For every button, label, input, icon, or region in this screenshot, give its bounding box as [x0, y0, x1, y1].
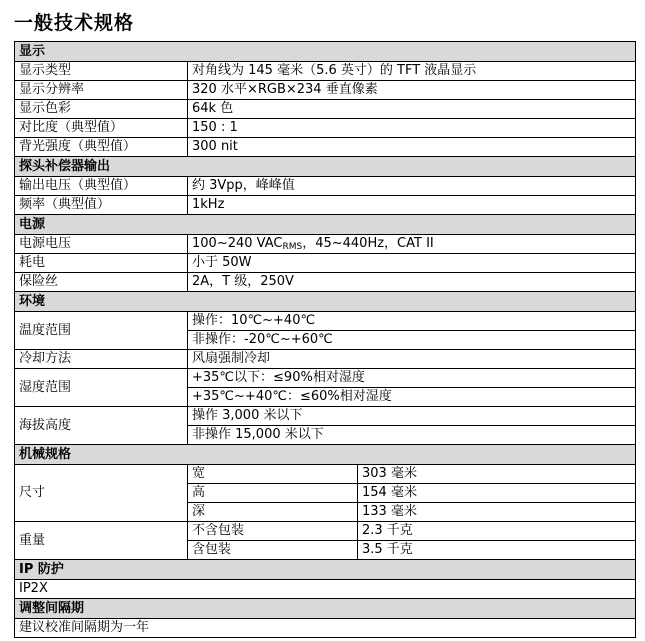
- row-subname: 含包装: [188, 541, 358, 560]
- table-row: [15, 369, 636, 388]
- row-label: 电源电压: [15, 235, 188, 254]
- row-value: 2.3 千克: [358, 522, 636, 541]
- row-value: 303 毫米: [358, 465, 636, 484]
- table-row: [15, 522, 636, 541]
- row-value: 约 3Vpp，峰峰值: [188, 177, 636, 196]
- row-value: 300 nit: [188, 138, 636, 157]
- row-value: 操作 3,000 米以下: [188, 407, 636, 426]
- row-value: 操作：10℃~+40℃: [188, 312, 636, 331]
- section-probe: [15, 157, 636, 177]
- row-label: 显示分辨率: [15, 81, 188, 100]
- section-heading: 机械规格: [15, 445, 636, 465]
- row-subname: 高: [188, 484, 358, 503]
- row-subname: 不含包装: [188, 522, 358, 541]
- row-value: 154 毫米: [358, 484, 636, 503]
- table-row: [15, 235, 636, 254]
- row-label: 尺寸: [15, 465, 188, 522]
- table-row: [15, 196, 636, 215]
- row-label: 海拔高度: [15, 407, 188, 445]
- table-row: [15, 254, 636, 273]
- row-label: 显示色彩: [15, 100, 188, 119]
- row-value: 建议校准间隔期为一年: [15, 619, 636, 638]
- table-row: [15, 100, 636, 119]
- row-label: 输出电压（典型值）: [15, 177, 188, 196]
- row-value: 风扇强制冷却: [188, 350, 636, 369]
- section-heading: 显示: [15, 42, 636, 62]
- row-value: 非操作：-20℃~+60℃: [188, 331, 636, 350]
- section-display: [15, 42, 636, 62]
- row-value: 150 : 1: [188, 119, 636, 138]
- section-calibration: [15, 599, 636, 619]
- row-label: 重量: [15, 522, 188, 560]
- row-label: 冷却方法: [15, 350, 188, 369]
- row-label: 温度范围: [15, 312, 188, 350]
- row-value: 小于 50W: [188, 254, 636, 273]
- row-value: 3.5 千克: [358, 541, 636, 560]
- table-row: [15, 177, 636, 196]
- section-power: [15, 215, 636, 235]
- row-label: 对比度（典型值）: [15, 119, 188, 138]
- voltage-subscript: RMS: [282, 242, 303, 252]
- row-value: 133 毫米: [358, 503, 636, 522]
- row-value: 320 水平×RGB×234 垂直像素: [188, 81, 636, 100]
- table-row: [15, 350, 636, 369]
- table-row: [15, 407, 636, 426]
- row-label: 保险丝: [15, 273, 188, 292]
- voltage-frequency: ，45~440Hz，CAT II: [302, 236, 434, 251]
- row-value: +35℃以下：≤90%相对湿度: [188, 369, 636, 388]
- table-row: [15, 81, 636, 100]
- table-row: [15, 465, 636, 484]
- row-label: 背光强度（典型值）: [15, 138, 188, 157]
- row-value: +35℃~+40℃：≤60%相对湿度: [188, 388, 636, 407]
- row-value: 2A，T 级，250V: [188, 273, 636, 292]
- row-subname: 宽: [188, 465, 358, 484]
- section-heading: IP 防护: [15, 560, 636, 580]
- row-label: 耗电: [15, 254, 188, 273]
- section-heading: 环境: [15, 292, 636, 312]
- table-row: [15, 619, 636, 638]
- row-value: IP2X: [15, 580, 636, 599]
- voltage-range: 100~240 VAC: [192, 236, 283, 251]
- row-value: 非操作 15,000 米以下: [188, 426, 636, 445]
- page-title: 一般技术规格: [14, 12, 135, 34]
- row-value: 1kHz: [188, 196, 636, 215]
- section-heading: 探头补偿器输出: [15, 157, 636, 177]
- row-subname: 深: [188, 503, 358, 522]
- row-label: 显示类型: [15, 62, 188, 81]
- section-mechanical: [15, 445, 636, 465]
- row-value: [188, 235, 636, 254]
- section-heading: 电源: [15, 215, 636, 235]
- row-value: 对角线为 145 毫米（5.6 英寸）的 TFT 液晶显示: [188, 62, 636, 81]
- section-environment: [15, 292, 636, 312]
- table-row: [15, 273, 636, 292]
- table-row: [15, 62, 636, 81]
- table-row: [15, 138, 636, 157]
- table-row: [15, 119, 636, 138]
- row-label: 频率（典型值）: [15, 196, 188, 215]
- table-row: [15, 312, 636, 331]
- table-row: [15, 580, 636, 599]
- section-heading: 调整间隔期: [15, 599, 636, 619]
- section-ip: [15, 560, 636, 580]
- row-label: 湿度范围: [15, 369, 188, 407]
- row-value: 64k 色: [188, 100, 636, 119]
- spec-table: [14, 41, 636, 638]
